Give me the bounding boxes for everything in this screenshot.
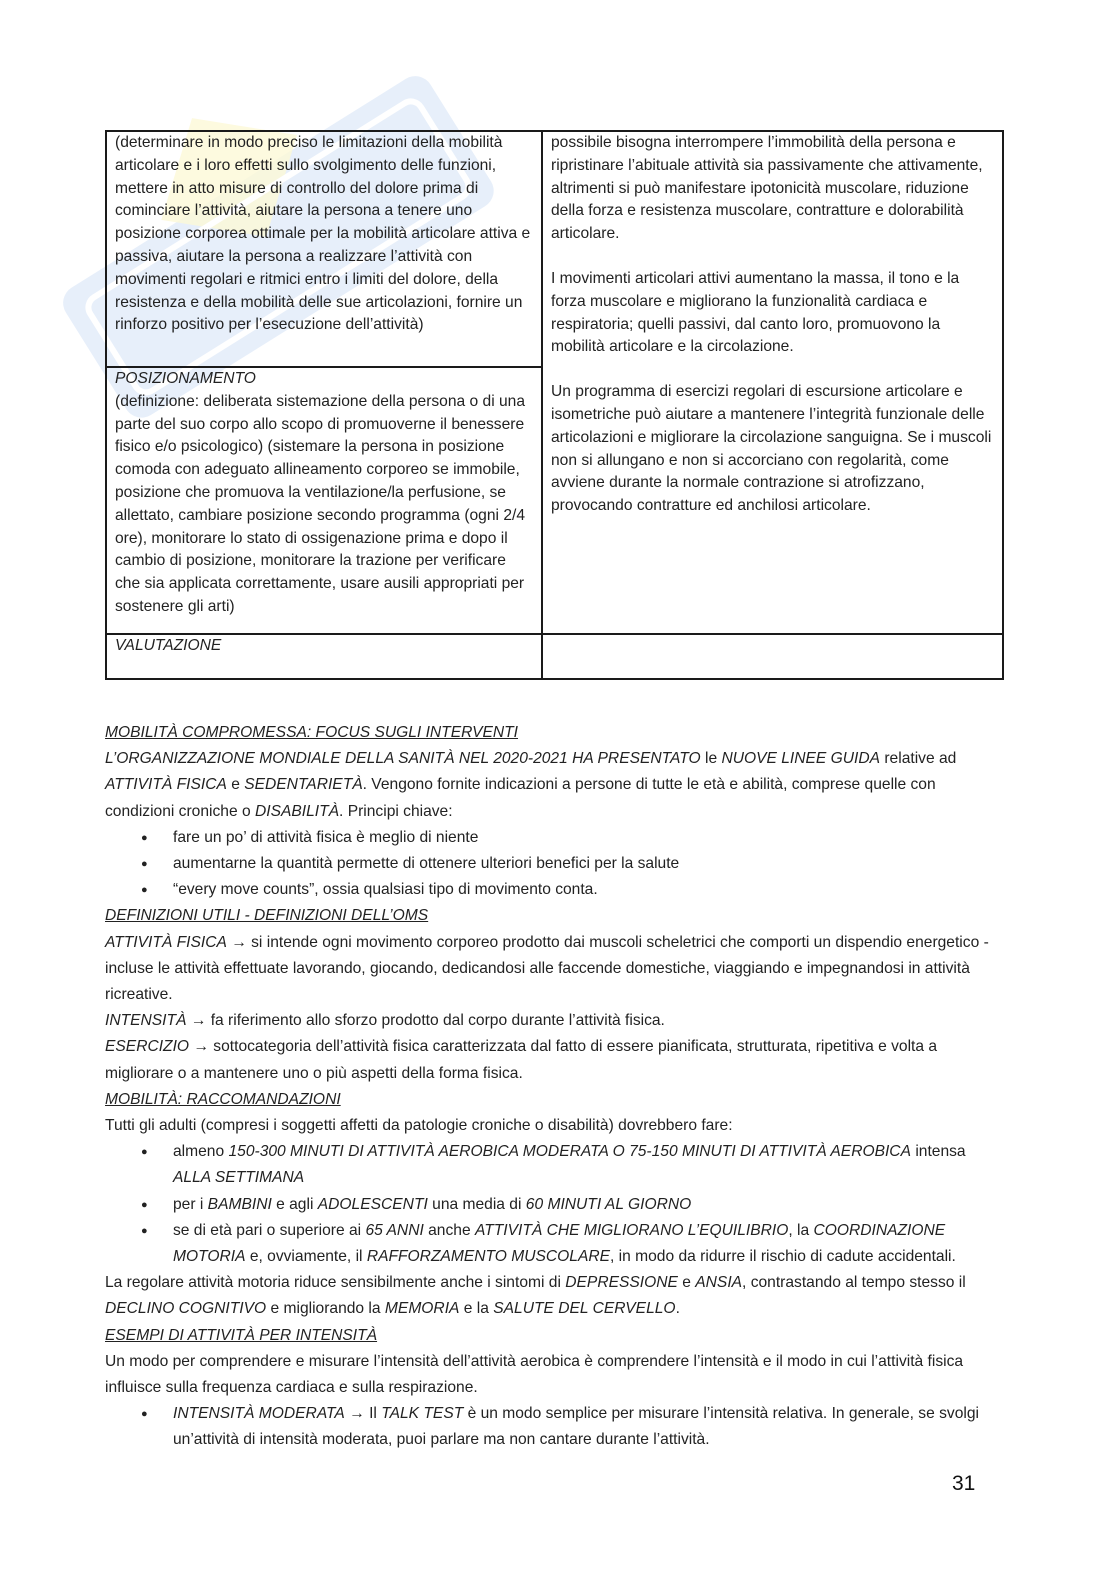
intensity-list — [105, 1401, 1005, 1453]
rationale-paragraph-2: I movimenti articolari attivi aumentano la massa, il tono e la forza muscolare e migliorano la funzionalità cardiaca e respiratoria; quelli passivi, dal canto loro, promuovono la mobilità articolare e la circolazione. — [551, 269, 960, 356]
section-heading-raccomandazioni: MOBILITÀ: RACCOMANDAZIONI — [105, 1090, 341, 1108]
definition-esercizio: ESERCIZIO → sottocategoria dell’attività fisica caratterizzata dal fatto di essere pianificata, strutturata, ripetitiva e volta a migliorare o a mantenere uno o più aspetti della forma fisica. — [105, 1038, 938, 1082]
list-item: ● aumentarne la quantità permette di ottenere ulteriori benefici per la salute — [105, 851, 1005, 877]
section-heading-definizioni: DEFINIZIONI UTILI - DEFINIZIONI DELL’OMS — [105, 907, 429, 925]
list-item: ● almeno 150-300 MINUTI DI ATTIVITÀ AEROBICA MODERATA O 75-150 MINUTI DI ATTIVITÀ AEROBICA intensa ALLA SETTIMANA — [105, 1139, 1005, 1191]
list-item: ● per i BAMBINI e agli ADOLESCENTI una media di 60 MINUTI AL GIORNO — [105, 1192, 1005, 1218]
list-item: ● fare un po’ di attività fisica è meglio di niente — [105, 825, 1005, 851]
definition-attivita-fisica: ATTIVITÀ FISICA → si intende ogni movimento corporeo prodotto dai muscoli scheletrici che comporti un dispendio energetico - incluse le attività effettuate lavorando, giocando, dedicandosi alle faccende domestiche, viaggiando e impegnandosi in attività ricreative. — [105, 933, 989, 1004]
table-cell-rationale — [542, 131, 1003, 634]
raccomandazioni-intro: Tutti gli adulti (compresi i soggetti affetti da patologie croniche o disabilità) dovrebbero fare: — [105, 1117, 733, 1135]
recommendations-list — [105, 1139, 1005, 1270]
rationale-paragraph-1: possibile bisogna interrompere l’immobilità della persona e ripristinare l’abituale attività sia passivamente che attivamente, altrimenti si può manifestare ipotonicità muscolare, riduzione della forza e resistenza muscolare, contratture e dolorabilità articolare. — [551, 134, 983, 243]
list-item: ● INTENSITÀ MODERATA → Il TALK TEST è un modo semplice per misurare l’intensità relativa. In generale, se svolgi un’attività di intensità moderata, puoi parlare ma non cantare durante l’attività. — [105, 1401, 1005, 1453]
list-item: ● “every move counts”, ossia qualsiasi tipo di movimento conta. — [105, 877, 1005, 903]
principles-list — [105, 825, 1005, 904]
motoria-paragraph: La regolare attività motoria riduce sensibilmente anche i sintomi di DEPRESSIONE e ANSIA, contrastando al tempo stesso il DECLINO COGNITIVO e migliorando la MEMORIA e la SALUTE DEL CERVELLO. — [105, 1274, 966, 1318]
posizionamento-title: POSIZIONAMENTO — [115, 370, 256, 387]
section-heading-mobilita-compromessa: MOBILITÀ COMPROMESSA: FOCUS SUGLI INTERVENTI — [105, 724, 519, 741]
intensita-intro: Un modo per comprendere e misurare l’intensità dell’attività aerobica è comprendere l’intensità e il modo in cui l’attività fisica influisce sulla frequenza cardiaca e sulla respirazione. — [105, 1352, 964, 1397]
interventions-text: (determinare in modo preciso le limitazioni della mobilità articolare e i loro effetti sullo svolgimento delle funzioni, mettere in atto misure di controllo del dolore prima di cominciare l’attività, aiutare la persona a tenere uno posizione corporea ottimale per la mobilità articolare attiva e passiva, aiutare la persona a realizzare l’attività con movimenti regolari e ritmici entro i limiti del dolore, della resistenza e della mobilità delle sue articolazioni, fornire un rinforzo positivo per l’esecuzione dell’attività) — [115, 134, 531, 334]
definition-intensita: INTENSITÀ → fa riferimento allo sforzo prodotto dal corpo durante l’attività fisica. — [105, 1012, 665, 1030]
interventions-table — [105, 130, 1004, 680]
table-cell-valutazione — [106, 634, 542, 679]
posizionamento-text: (definizione: deliberata sistemazione della persona o di una parte del suo corpo allo scopo di promuoverne il benessere fisico e/o psicologico) (sistemare la persona in posizione comoda con adeguato allineamento corporeo se immobile, posizione che promuova la ventilazione/la perfusione, se allettato, cambiare posizione secondo programma (ogni 2/4 ore), monitorare lo stato di ossigenazione prima e dopo il cambio di posizione, monitorare la trazione per verificare che sia applicata correttamente, usare ausili appropriati per sostenere gli arti) — [115, 392, 526, 615]
oms-paragraph: L’ORGANIZZAZIONE MONDIALE DELLA SANITÀ NEL 2020-2021 HA PRESENTATO le NUOVE LINEE GUIDA relative ad ATTIVITÀ FISICA e SEDENTARIETÀ. Vengono fornite indicazioni a persone di tutte le età e abilità, comprese quelle con condizioni croniche o DISABILITÀ. Principi chiave: — [105, 750, 957, 820]
table-cell-interventions — [106, 131, 542, 367]
document-body — [105, 720, 1005, 1454]
table-cell-posizionamento — [106, 367, 542, 634]
page-number: 31 — [952, 1472, 976, 1495]
list-item: ● se di età pari o superiore ai 65 ANNI anche ATTIVITÀ CHE MIGLIORANO L’EQUILIBRIO, la COORDINAZIONE MOTORIA e, ovviamente, il RAFFORZAMENTO MUSCOLARE, in modo da ridurre il rischio di cadute accidentali. — [105, 1218, 1005, 1270]
section-heading-esempi-intensita: ESEMPI DI ATTIVITÀ PER INTENSITÀ — [105, 1326, 378, 1344]
rationale-paragraph-3: Un programma di esercizi regolari di escursione articolare e isometriche può aiutare a mantenere l’integrità funzionale delle articolazioni e migliorare la circolazione sanguigna. Se i muscoli non si allungano e non si accorciano con regolarità, come avviene durante la normale contrazione si atrofizzano, provocando contratture ed anchilosi articolare. — [551, 383, 992, 515]
table-cell-empty — [542, 634, 1003, 679]
valutazione-label: VALUTAZIONE — [115, 637, 222, 654]
